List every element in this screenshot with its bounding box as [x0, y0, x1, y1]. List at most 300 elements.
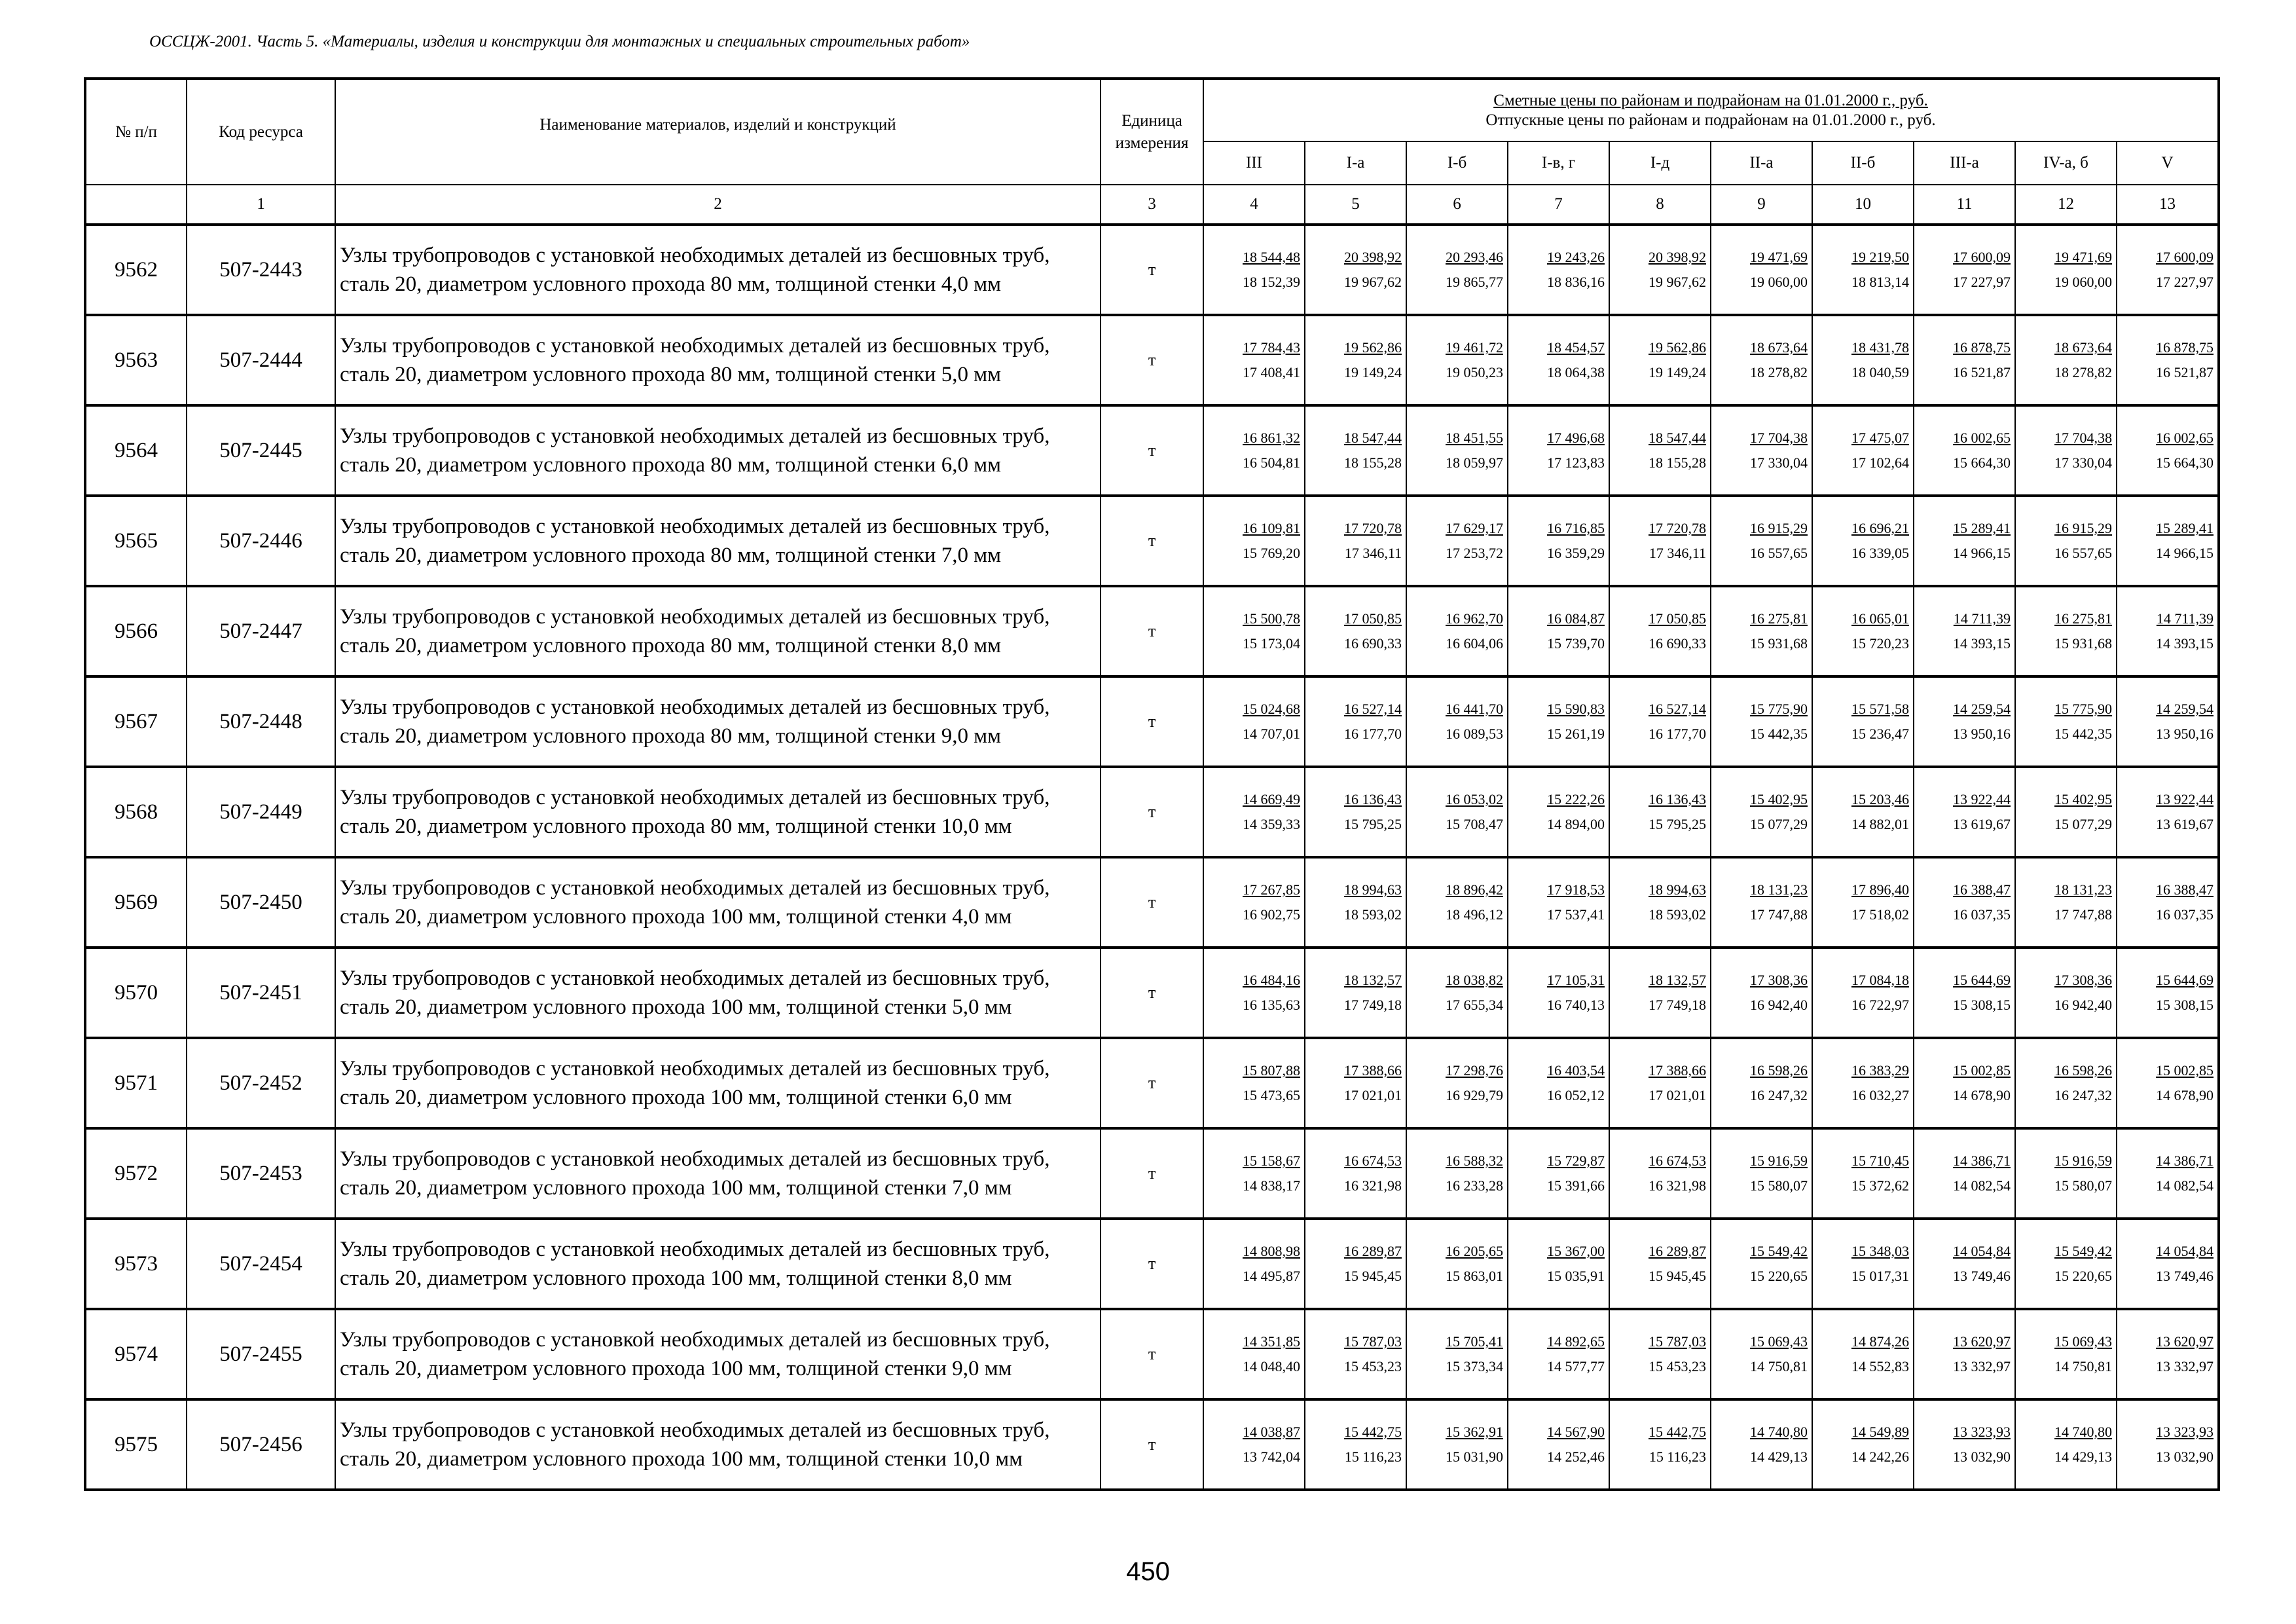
price-cell: [1914, 1219, 2015, 1309]
row-number: 9573: [85, 1219, 187, 1309]
release-price: 15 017,31: [1851, 1268, 1909, 1284]
estimated-price: 16 716,85: [1547, 520, 1605, 536]
estimated-price: 16 674,53: [1649, 1153, 1706, 1169]
price-cell: [1305, 1399, 1406, 1490]
row-number: 9569: [85, 857, 187, 948]
release-price: 17 330,04: [2054, 454, 2112, 471]
release-price: 14 577,77: [1547, 1358, 1605, 1375]
release-price: 16 504,81: [1243, 454, 1300, 471]
estimated-price: 18 451,55: [1446, 430, 1503, 446]
release-price: 15 077,29: [1750, 816, 1808, 832]
price-cell: [2117, 1128, 2219, 1219]
estimated-price: 16 527,14: [1344, 701, 1402, 717]
estimated-price: 17 918,53: [1547, 881, 1605, 898]
release-price: 15 664,30: [2156, 454, 2214, 471]
estimated-price: 15 775,90: [1750, 701, 1808, 717]
unit-of-measure: т: [1101, 1128, 1203, 1219]
unit-of-measure: т: [1101, 1309, 1203, 1399]
table-row: [85, 948, 2219, 1038]
resource-code: 507-2456: [187, 1399, 335, 1490]
release-price: 14 082,54: [1953, 1177, 2011, 1194]
release-price: 15 308,15: [1953, 997, 2011, 1013]
price-cell: [2015, 496, 2117, 586]
price-cell: [1914, 1038, 2015, 1128]
estimated-price: 16 598,26: [1750, 1062, 1808, 1079]
price-cell: [2117, 857, 2219, 948]
price-cell: [1812, 405, 1914, 496]
release-price: 15 373,34: [1446, 1358, 1503, 1375]
estimated-price: 15 775,90: [2054, 701, 2112, 717]
estimated-price: 18 431,78: [1851, 339, 1909, 356]
estimated-price: 17 496,68: [1547, 430, 1605, 446]
price-cell: [1305, 767, 1406, 857]
release-price: 16 247,32: [2054, 1087, 2112, 1103]
resource-code: 507-2455: [187, 1309, 335, 1399]
resource-code: 507-2451: [187, 948, 335, 1038]
price-cell: [1203, 676, 1305, 767]
release-price: 14 359,33: [1243, 816, 1300, 832]
column-index-cell: 3: [1101, 185, 1203, 225]
price-cell: [1609, 405, 1711, 496]
row-number: 9567: [85, 676, 187, 767]
estimated-price: 13 620,97: [1953, 1333, 2011, 1350]
release-price: 14 252,46: [1547, 1449, 1605, 1465]
table-row: [85, 767, 2219, 857]
price-cell: [1711, 315, 1812, 405]
price-cell: [1203, 1399, 1305, 1490]
release-price: 16 233,28: [1446, 1177, 1503, 1194]
release-price: 15 945,45: [1344, 1268, 1402, 1284]
release-price: 17 346,11: [1649, 545, 1706, 561]
item-name: Узлы трубопроводов с установкой необходимых деталей из бесшовных труб, сталь 20, диаметром условного прохода 80 мм, толщиной стенки 7,0 мм: [335, 496, 1101, 586]
price-cell: [1711, 1038, 1812, 1128]
item-name: Узлы трубопроводов с установкой необходимых деталей из бесшовных труб, сталь 20, диаметром условного прохода 80 мм, толщиной стенки 6,0 мм: [335, 405, 1101, 496]
col-header-name: Наименование материалов, изделий и конструкций: [335, 79, 1101, 185]
estimated-price: 14 711,39: [2156, 610, 2214, 627]
release-price: 19 060,00: [2054, 274, 2112, 290]
price-cell: [1914, 1399, 2015, 1490]
release-price: 16 690,33: [1344, 635, 1402, 652]
region-header: I-б: [1406, 141, 1508, 185]
page-header: ОССЦЖ-2001. Часть 5. «Материалы, изделия и конструкции для монтажных и специальных строительных работ»: [149, 33, 970, 50]
price-cell: [2015, 1038, 2117, 1128]
estimated-price: 15 549,42: [2054, 1243, 2112, 1259]
release-price: 13 619,67: [2156, 816, 2214, 832]
release-price: 16 177,70: [1344, 726, 1402, 742]
estimated-price: 17 629,17: [1446, 520, 1503, 536]
price-cell: [1812, 1038, 1914, 1128]
table-row: [85, 496, 2219, 586]
price-cell: [1305, 496, 1406, 586]
table-row: [85, 1219, 2219, 1309]
price-cell: [1711, 948, 1812, 1038]
release-price: 17 330,04: [1750, 454, 1808, 471]
column-index-cell: 7: [1508, 185, 1609, 225]
prices-estimated-title: Сметные цены по районам и подрайонам на 01.01.2000 г., руб.: [1493, 91, 1928, 109]
price-cell: [1203, 767, 1305, 857]
price-cell: [1508, 1219, 1609, 1309]
estimated-price: 15 787,03: [1649, 1333, 1706, 1350]
estimated-price: 18 132,57: [1344, 972, 1402, 988]
price-cell: [1812, 1128, 1914, 1219]
resource-code: 507-2453: [187, 1128, 335, 1219]
price-cell: [1711, 857, 1812, 948]
price-cell: [2117, 586, 2219, 676]
row-number: 9572: [85, 1128, 187, 1219]
estimated-price: 15 442,75: [1649, 1424, 1706, 1440]
release-price: 13 749,46: [2156, 1268, 2214, 1284]
row-number: 9564: [85, 405, 187, 496]
price-cell: [1609, 857, 1711, 948]
release-price: 15 580,07: [1750, 1177, 1808, 1194]
estimated-price: 16 915,29: [1750, 520, 1808, 536]
estimated-price: 14 054,84: [2156, 1243, 2214, 1259]
estimated-price: 15 002,85: [2156, 1062, 2214, 1079]
price-cell: [1406, 1038, 1508, 1128]
region-header: III-а: [1914, 141, 2015, 185]
estimated-price: 16 878,75: [1953, 339, 2011, 356]
price-cell: [1711, 1219, 1812, 1309]
region-header: III: [1203, 141, 1305, 185]
price-cell: [1711, 767, 1812, 857]
estimated-price: 14 549,89: [1851, 1424, 1909, 1440]
estimated-price: 15 710,45: [1851, 1153, 1909, 1169]
estimated-price: 18 994,63: [1649, 881, 1706, 898]
release-price: 14 393,15: [2156, 635, 2214, 652]
release-price: 14 707,01: [1243, 726, 1300, 742]
unit-of-measure: т: [1101, 948, 1203, 1038]
estimated-price: 14 259,54: [2156, 701, 2214, 717]
row-number: 9562: [85, 225, 187, 315]
estimated-price: 19 471,69: [1750, 249, 1808, 265]
release-price: 18 040,59: [1851, 364, 1909, 380]
price-cell: [1406, 496, 1508, 586]
release-price: 16 929,79: [1446, 1087, 1503, 1103]
price-cell: [1406, 1399, 1508, 1490]
release-price: 15 077,29: [2054, 816, 2112, 832]
release-price: 17 021,01: [1344, 1087, 1402, 1103]
item-name: Узлы трубопроводов с установкой необходимых деталей из бесшовных труб, сталь 20, диаметром условного прохода 80 мм, толщиной стенки 5,0 мм: [335, 315, 1101, 405]
estimated-price: 17 298,76: [1446, 1062, 1503, 1079]
release-price: 14 838,17: [1243, 1177, 1300, 1194]
price-cell: [1914, 586, 2015, 676]
price-cell: [1609, 1038, 1711, 1128]
estimated-price: 18 673,64: [1750, 339, 1808, 356]
release-price: 14 242,26: [1851, 1449, 1909, 1465]
price-cell: [2117, 1038, 2219, 1128]
release-price: 13 749,46: [1953, 1268, 2011, 1284]
estimated-price: 16 674,53: [1344, 1153, 1402, 1169]
resource-code: 507-2454: [187, 1219, 335, 1309]
release-price: 15 931,68: [1750, 635, 1808, 652]
price-cell: [1812, 1399, 1914, 1490]
release-price: 15 372,62: [1851, 1177, 1909, 1194]
release-price: 15 261,19: [1547, 726, 1605, 742]
estimated-price: 16 109,81: [1243, 520, 1300, 536]
release-price: 17 518,02: [1851, 906, 1909, 923]
estimated-price: 17 308,36: [2054, 972, 2112, 988]
release-price: 14 750,81: [1750, 1358, 1808, 1375]
estimated-price: 15 069,43: [1750, 1333, 1808, 1350]
estimated-price: 15 158,67: [1243, 1153, 1300, 1169]
price-cell: [1203, 1038, 1305, 1128]
estimated-price: 18 994,63: [1344, 881, 1402, 898]
estimated-price: 16 275,81: [2054, 610, 2112, 627]
col-header-code: Код ресурса: [187, 79, 335, 185]
price-cell: [1305, 1309, 1406, 1399]
release-price: 14 429,13: [2054, 1449, 2112, 1465]
price-cell: [1609, 315, 1711, 405]
estimated-price: 18 038,82: [1446, 972, 1503, 988]
estimated-price: 15 549,42: [1750, 1243, 1808, 1259]
estimated-price: 16 275,81: [1750, 610, 1808, 627]
release-price: 17 408,41: [1243, 364, 1300, 380]
region-header: V: [2117, 141, 2219, 185]
release-price: 15 453,23: [1649, 1358, 1706, 1375]
release-price: 19 149,24: [1649, 364, 1706, 380]
price-cell: [2015, 767, 2117, 857]
item-name: Узлы трубопроводов с установкой необходимых деталей из бесшовных труб, сталь 20, диаметром условного прохода 80 мм, толщиной стенки 9,0 мм: [335, 676, 1101, 767]
price-cell: [1508, 1038, 1609, 1128]
release-price: 16 037,35: [2156, 906, 2214, 923]
table-row: [85, 405, 2219, 496]
row-number: 9571: [85, 1038, 187, 1128]
release-price: 13 332,97: [2156, 1358, 2214, 1375]
estimated-price: 15 787,03: [1344, 1333, 1402, 1350]
estimated-price: 14 892,65: [1547, 1333, 1605, 1350]
release-price: 16 135,63: [1243, 997, 1300, 1013]
estimated-price: 13 922,44: [1953, 791, 2011, 807]
release-price: 15 236,47: [1851, 726, 1909, 742]
price-cell: [1812, 496, 1914, 586]
estimated-price: 16 598,26: [2054, 1062, 2112, 1079]
estimated-price: 17 704,38: [1750, 430, 1808, 446]
row-number: 9563: [85, 315, 187, 405]
unit-of-measure: т: [1101, 767, 1203, 857]
release-price: 16 089,53: [1446, 726, 1503, 742]
estimated-price: 13 620,97: [2156, 1333, 2214, 1350]
price-cell: [1203, 225, 1305, 315]
column-index-row: [85, 185, 2219, 225]
release-price: 13 950,16: [2156, 726, 2214, 742]
release-price: 17 749,18: [1649, 997, 1706, 1013]
release-price: 15 473,65: [1243, 1087, 1300, 1103]
item-name: Узлы трубопроводов с установкой необходимых деталей из бесшовных труб, сталь 20, диаметром условного прохода 80 мм, толщиной стенки 4,0 мм: [335, 225, 1101, 315]
estimated-price: 17 720,78: [1649, 520, 1706, 536]
estimated-price: 17 050,85: [1344, 610, 1402, 627]
estimated-price: 16 441,70: [1446, 701, 1503, 717]
region-header: I-д: [1609, 141, 1711, 185]
price-cell: [2117, 1309, 2219, 1399]
price-cell: [1609, 225, 1711, 315]
estimated-price: 16 289,87: [1344, 1243, 1402, 1259]
price-cell: [1812, 1309, 1914, 1399]
price-cell: [1305, 225, 1406, 315]
release-price: 17 749,18: [1344, 997, 1402, 1013]
price-cell: [1406, 1309, 1508, 1399]
unit-of-measure: т: [1101, 225, 1203, 315]
estimated-price: 18 896,42: [1446, 881, 1503, 898]
release-price: 16 321,98: [1344, 1177, 1402, 1194]
resource-code: 507-2447: [187, 586, 335, 676]
unit-of-measure: т: [1101, 586, 1203, 676]
price-cell: [1914, 225, 2015, 315]
release-price: 19 865,77: [1446, 274, 1503, 290]
estimated-price: 16 002,65: [2156, 430, 2214, 446]
price-cell: [1406, 315, 1508, 405]
estimated-price: 20 398,92: [1344, 249, 1402, 265]
price-cell: [1203, 315, 1305, 405]
estimated-price: 15 644,69: [1953, 972, 2011, 988]
table-row: [85, 1128, 2219, 1219]
price-cell: [1406, 857, 1508, 948]
release-price: 15 795,25: [1649, 816, 1706, 832]
price-cell: [1812, 857, 1914, 948]
price-cell: [1203, 586, 1305, 676]
release-price: 16 359,29: [1547, 545, 1605, 561]
release-price: 14 082,54: [2156, 1177, 2214, 1194]
price-cell: [1305, 1038, 1406, 1128]
price-cell: [2015, 1309, 2117, 1399]
release-price: 18 059,97: [1446, 454, 1503, 471]
estimated-price: 16 053,02: [1446, 791, 1503, 807]
release-price: 16 557,65: [2054, 545, 2112, 561]
estimated-price: 19 562,86: [1649, 339, 1706, 356]
table-body: [85, 225, 2219, 1490]
price-cell: [1711, 496, 1812, 586]
release-price: 15 863,01: [1446, 1268, 1503, 1284]
estimated-price: 14 808,98: [1243, 1243, 1300, 1259]
release-price: 16 521,87: [1953, 364, 2011, 380]
estimated-price: 15 203,46: [1851, 791, 1909, 807]
price-cell: [2117, 1399, 2219, 1490]
estimated-price: 19 562,86: [1344, 339, 1402, 356]
price-cell: [1609, 1219, 1711, 1309]
price-cell: [1812, 767, 1914, 857]
price-cell: [1508, 767, 1609, 857]
resource-code: 507-2444: [187, 315, 335, 405]
price-cell: [2015, 586, 2117, 676]
estimated-price: 14 740,80: [2054, 1424, 2112, 1440]
price-cell: [1508, 405, 1609, 496]
price-cell: [1203, 405, 1305, 496]
release-price: 15 795,25: [1344, 816, 1402, 832]
resource-code: 507-2445: [187, 405, 335, 496]
price-cell: [1508, 315, 1609, 405]
estimated-price: 16 861,32: [1243, 430, 1300, 446]
price-cell: [1508, 1128, 1609, 1219]
price-cell: [1609, 948, 1711, 1038]
col-header-prices: [1203, 79, 2219, 141]
release-price: 18 278,82: [2054, 364, 2112, 380]
estimated-price: 14 669,49: [1243, 791, 1300, 807]
price-cell: [2015, 405, 2117, 496]
estimated-price: 19 219,50: [1851, 249, 1909, 265]
table-row: [85, 1038, 2219, 1128]
release-price: 14 048,40: [1243, 1358, 1300, 1375]
estimated-price: 16 484,16: [1243, 972, 1300, 988]
price-cell: [1203, 1219, 1305, 1309]
estimated-price: 16 136,43: [1649, 791, 1706, 807]
release-price: 17 346,11: [1344, 545, 1402, 561]
col-header-num: № п/п: [85, 79, 187, 185]
release-price: 16 177,70: [1649, 726, 1706, 742]
table-header: [85, 79, 2219, 225]
estimated-price: 13 323,93: [1953, 1424, 2011, 1440]
price-cell: [1609, 767, 1711, 857]
release-price: 16 052,12: [1547, 1087, 1605, 1103]
region-header: I-в, г: [1508, 141, 1609, 185]
release-price: 13 332,97: [1953, 1358, 2011, 1375]
release-price: 15 035,91: [1547, 1268, 1605, 1284]
estimated-price: 17 600,09: [2156, 249, 2214, 265]
price-cell: [1711, 405, 1812, 496]
estimated-price: 15 705,41: [1446, 1333, 1503, 1350]
col-header-unit: Единица измерения: [1101, 79, 1203, 185]
release-price: 17 655,34: [1446, 997, 1503, 1013]
estimated-price: 16 136,43: [1344, 791, 1402, 807]
item-name: Узлы трубопроводов с установкой необходимых деталей из бесшовных труб, сталь 20, диаметром условного прохода 80 мм, толщиной стенки 10,0 мм: [335, 767, 1101, 857]
release-price: 15 116,23: [1649, 1449, 1706, 1465]
estimated-price: 14 740,80: [1750, 1424, 1808, 1440]
resource-code: 507-2450: [187, 857, 335, 948]
column-index-cell: 8: [1609, 185, 1711, 225]
price-cell: [1508, 1309, 1609, 1399]
release-price: 15 708,47: [1446, 816, 1503, 832]
estimated-price: 15 002,85: [1953, 1062, 2011, 1079]
price-cell: [1914, 315, 2015, 405]
estimated-price: 18 454,57: [1547, 339, 1605, 356]
release-price: 15 391,66: [1547, 1177, 1605, 1194]
release-price: 14 393,15: [1953, 635, 2011, 652]
estimated-price: 14 054,84: [1953, 1243, 2011, 1259]
price-cell: [1711, 1399, 1812, 1490]
estimated-price: 15 289,41: [2156, 520, 2214, 536]
price-cell: [1305, 315, 1406, 405]
estimated-price: 17 475,07: [1851, 430, 1909, 446]
release-price: 19 050,23: [1446, 364, 1503, 380]
estimated-price: 15 348,03: [1851, 1243, 1909, 1259]
price-cell: [1914, 1309, 2015, 1399]
release-price: 15 664,30: [1953, 454, 2011, 471]
price-cell: [1711, 225, 1812, 315]
release-price: 16 037,35: [1953, 906, 2011, 923]
price-cell: [2117, 948, 2219, 1038]
release-price: 16 032,27: [1851, 1087, 1909, 1103]
release-price: 15 720,23: [1851, 635, 1909, 652]
estimated-price: 15 442,75: [1344, 1424, 1402, 1440]
release-price: 13 950,16: [1953, 726, 2011, 742]
price-cell: [1812, 948, 1914, 1038]
estimated-price: 15 729,87: [1547, 1153, 1605, 1169]
estimated-price: 16 065,01: [1851, 610, 1909, 627]
price-cell: [1609, 676, 1711, 767]
release-price: 15 442,35: [2054, 726, 2112, 742]
estimated-price: 14 038,87: [1243, 1424, 1300, 1440]
estimated-price: 19 461,72: [1446, 339, 1503, 356]
estimated-price: 15 069,43: [2054, 1333, 2112, 1350]
price-cell: [1406, 225, 1508, 315]
release-price: 15 308,15: [2156, 997, 2214, 1013]
estimated-price: 17 896,40: [1851, 881, 1909, 898]
column-index-cell: 12: [2015, 185, 2117, 225]
release-price: 15 442,35: [1750, 726, 1808, 742]
release-price: 17 021,01: [1649, 1087, 1706, 1103]
price-cell: [1406, 676, 1508, 767]
estimated-price: 17 600,09: [1953, 249, 2011, 265]
price-cell: [1508, 586, 1609, 676]
item-name: Узлы трубопроводов с установкой необходимых деталей из бесшовных труб, сталь 20, диаметром условного прохода 80 мм, толщиной стенки 8,0 мм: [335, 586, 1101, 676]
